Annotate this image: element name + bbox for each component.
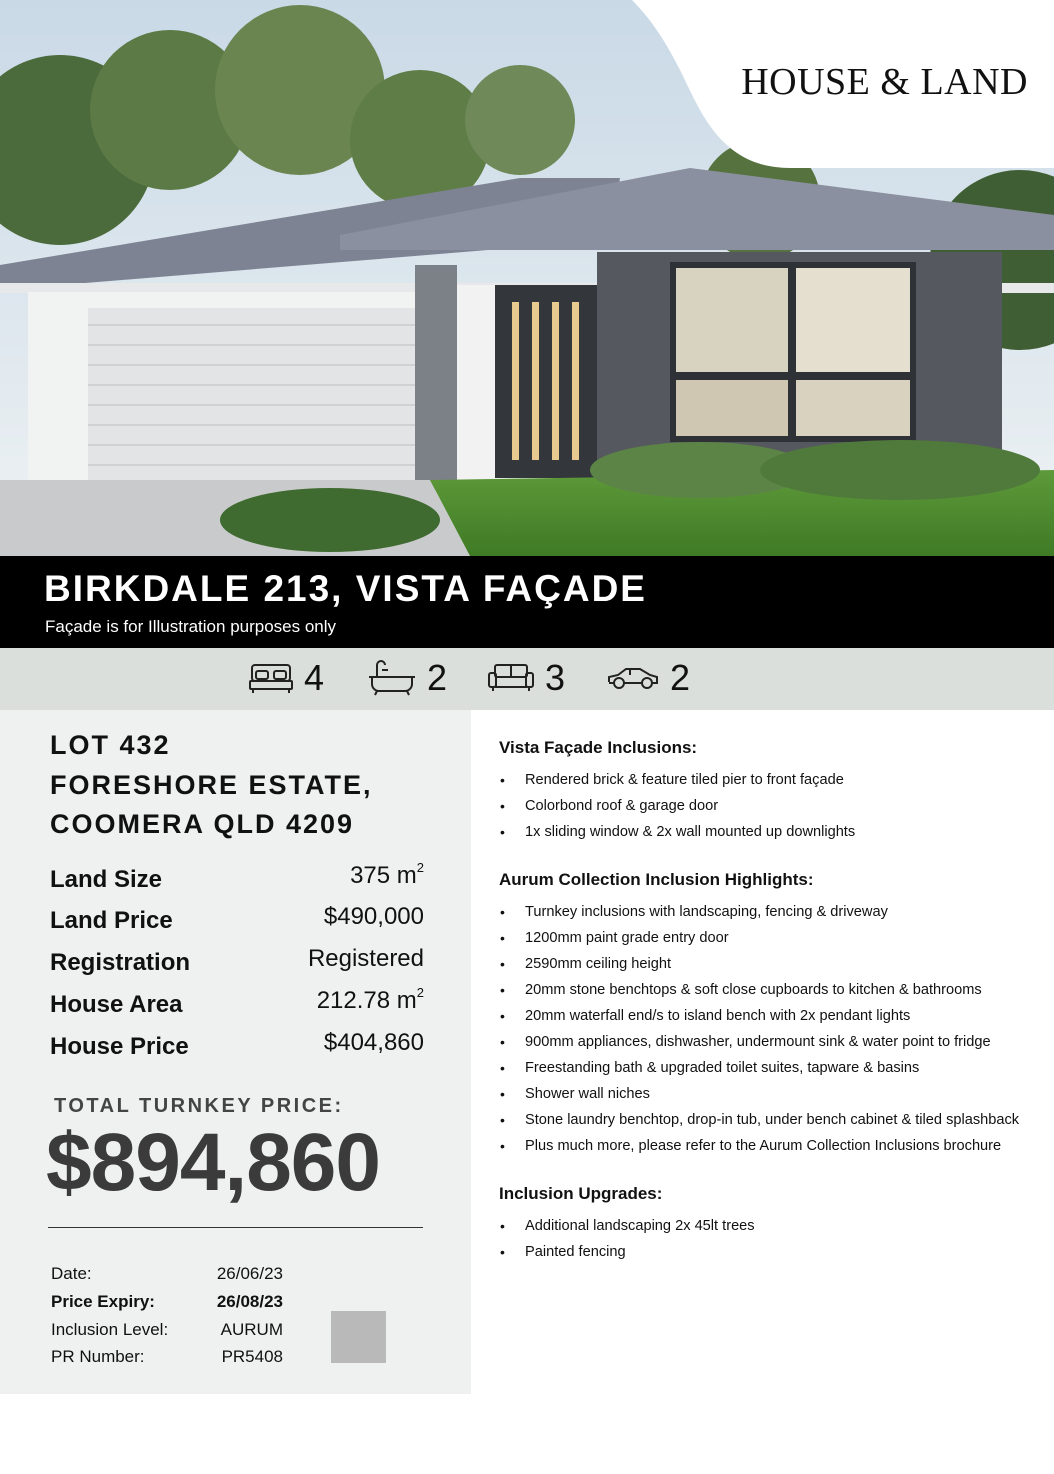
meta-inclusion-level (51, 1320, 283, 1344)
address-line-3: COOMERA QLD 4209 (50, 809, 355, 839)
car-icon (606, 664, 660, 692)
garage-count: 2 (670, 657, 691, 698)
divider (48, 1227, 423, 1228)
meta-value: PR5408 (221, 1347, 283, 1366)
meta-value: AURUM (220, 1320, 283, 1339)
meta-label: PR Number: (51, 1347, 145, 1366)
section-title: Vista Façade Inclusions: (499, 738, 698, 757)
list-item: • Rendered brick & feature tiled pier to front façade (500, 772, 844, 788)
inclusions-column (499, 738, 1029, 1290)
feature-bedrooms (248, 656, 324, 700)
list-item: • Freestanding bath & upgraded toilet suites, tapware & basins (500, 1060, 920, 1076)
list-item: • 20mm waterfall end/s to island bench with 2x pendant lights (500, 1008, 911, 1024)
section-title: Inclusion Upgrades: (499, 1184, 663, 1203)
feature-bathrooms (367, 656, 447, 700)
turnkey-price-value: $894,860 (46, 1117, 381, 1208)
list-item: • 20mm stone benchtops & soft close cupboards to kitchen & bathrooms (500, 982, 982, 998)
list-item: • Painted fencing (500, 1244, 626, 1260)
details-panel (0, 710, 471, 1394)
meta-label: Inclusion Level: (51, 1320, 169, 1339)
house-facade-image (0, 0, 1054, 556)
spec-label: Land Price (50, 907, 173, 934)
inclusions-list (499, 899, 1029, 1159)
bath-icon (367, 660, 417, 696)
bed-icon (248, 661, 294, 695)
list-item: • 1200mm paint grade entry door (500, 930, 729, 946)
spec-unit-superscript: 2 (416, 985, 424, 1000)
spec-label: Registration (50, 949, 191, 976)
meta-value: 26/08/23 (216, 1292, 283, 1311)
spec-value: 212.78 m (316, 987, 417, 1014)
spec-land-size (50, 860, 424, 902)
spec-registration (50, 945, 424, 985)
page-title: BIRKDALE 213, VISTA FAÇADE (44, 568, 647, 609)
address-line-1: LOT 432 (50, 730, 171, 760)
spec-label: House Area (50, 991, 183, 1018)
section-aurum-highlights (499, 870, 1029, 1159)
spec-house-price (50, 1029, 424, 1069)
bathrooms-count: 2 (427, 657, 448, 698)
section-inclusion-upgrades (499, 1184, 1029, 1265)
meta-label: Date: (51, 1264, 92, 1283)
list-item: • Turnkey inclusions with landscaping, fencing & driveway (500, 904, 888, 920)
bedrooms-count: 4 (304, 657, 325, 698)
spec-value: Registered (307, 945, 424, 972)
meta-date (51, 1264, 283, 1288)
illustration-note: Façade is for Illustration purposes only (45, 617, 337, 636)
list-item: • 2590mm ceiling height (500, 956, 672, 972)
spec-value: 375 m (350, 862, 417, 889)
brand-title: HOUSE & LAND (741, 61, 1028, 103)
list-item: • Stone laundry benchtop, drop-in tub, under bench cabinet & tiled splashback (500, 1112, 1020, 1128)
meta-pr-number (51, 1347, 283, 1371)
spec-label: Land Size (50, 866, 163, 893)
turnkey-price-label: TOTAL TURNKEY PRICE: (54, 1095, 344, 1117)
inclusions-list (499, 1213, 1029, 1265)
list-item: • 1x sliding window & 2x wall mounted up downlights (500, 824, 856, 840)
feature-garage (606, 656, 690, 700)
living-count: 3 (545, 657, 566, 698)
meta-price-expiry (51, 1292, 283, 1316)
spec-land-price (50, 903, 424, 943)
list-item: • 900mm appliances, dishwasher, undermount sink & water point to fridge (500, 1034, 991, 1050)
spec-value: $490,000 (323, 903, 424, 930)
section-vista-facade (499, 738, 1029, 845)
meta-label: Price Expiry: (51, 1292, 155, 1311)
sofa-icon (487, 662, 535, 694)
feature-living (487, 656, 565, 700)
list-item: • Plus much more, please refer to the Aurum Collection Inclusions brochure (500, 1138, 1002, 1154)
qr-code-image (331, 1311, 386, 1363)
spec-value: $404,860 (323, 1029, 424, 1056)
address-line-2: FORESHORE ESTATE, (50, 769, 373, 800)
spec-label: House Price (50, 1033, 189, 1060)
list-item: • Additional landscaping 2x 45lt trees (500, 1218, 755, 1234)
list-item: • Colorbond roof & garage door (500, 798, 719, 814)
lot-address (50, 726, 373, 845)
spec-house-area (50, 985, 424, 1027)
title-bar (0, 556, 1054, 648)
spec-unit-superscript: 2 (416, 860, 424, 875)
features-strip (0, 648, 1054, 710)
list-item: • Shower wall niches (500, 1086, 650, 1102)
inclusions-list (499, 767, 1029, 845)
meta-value: 26/06/23 (216, 1264, 283, 1283)
section-title: Aurum Collection Inclusion Highlights: (499, 870, 814, 889)
